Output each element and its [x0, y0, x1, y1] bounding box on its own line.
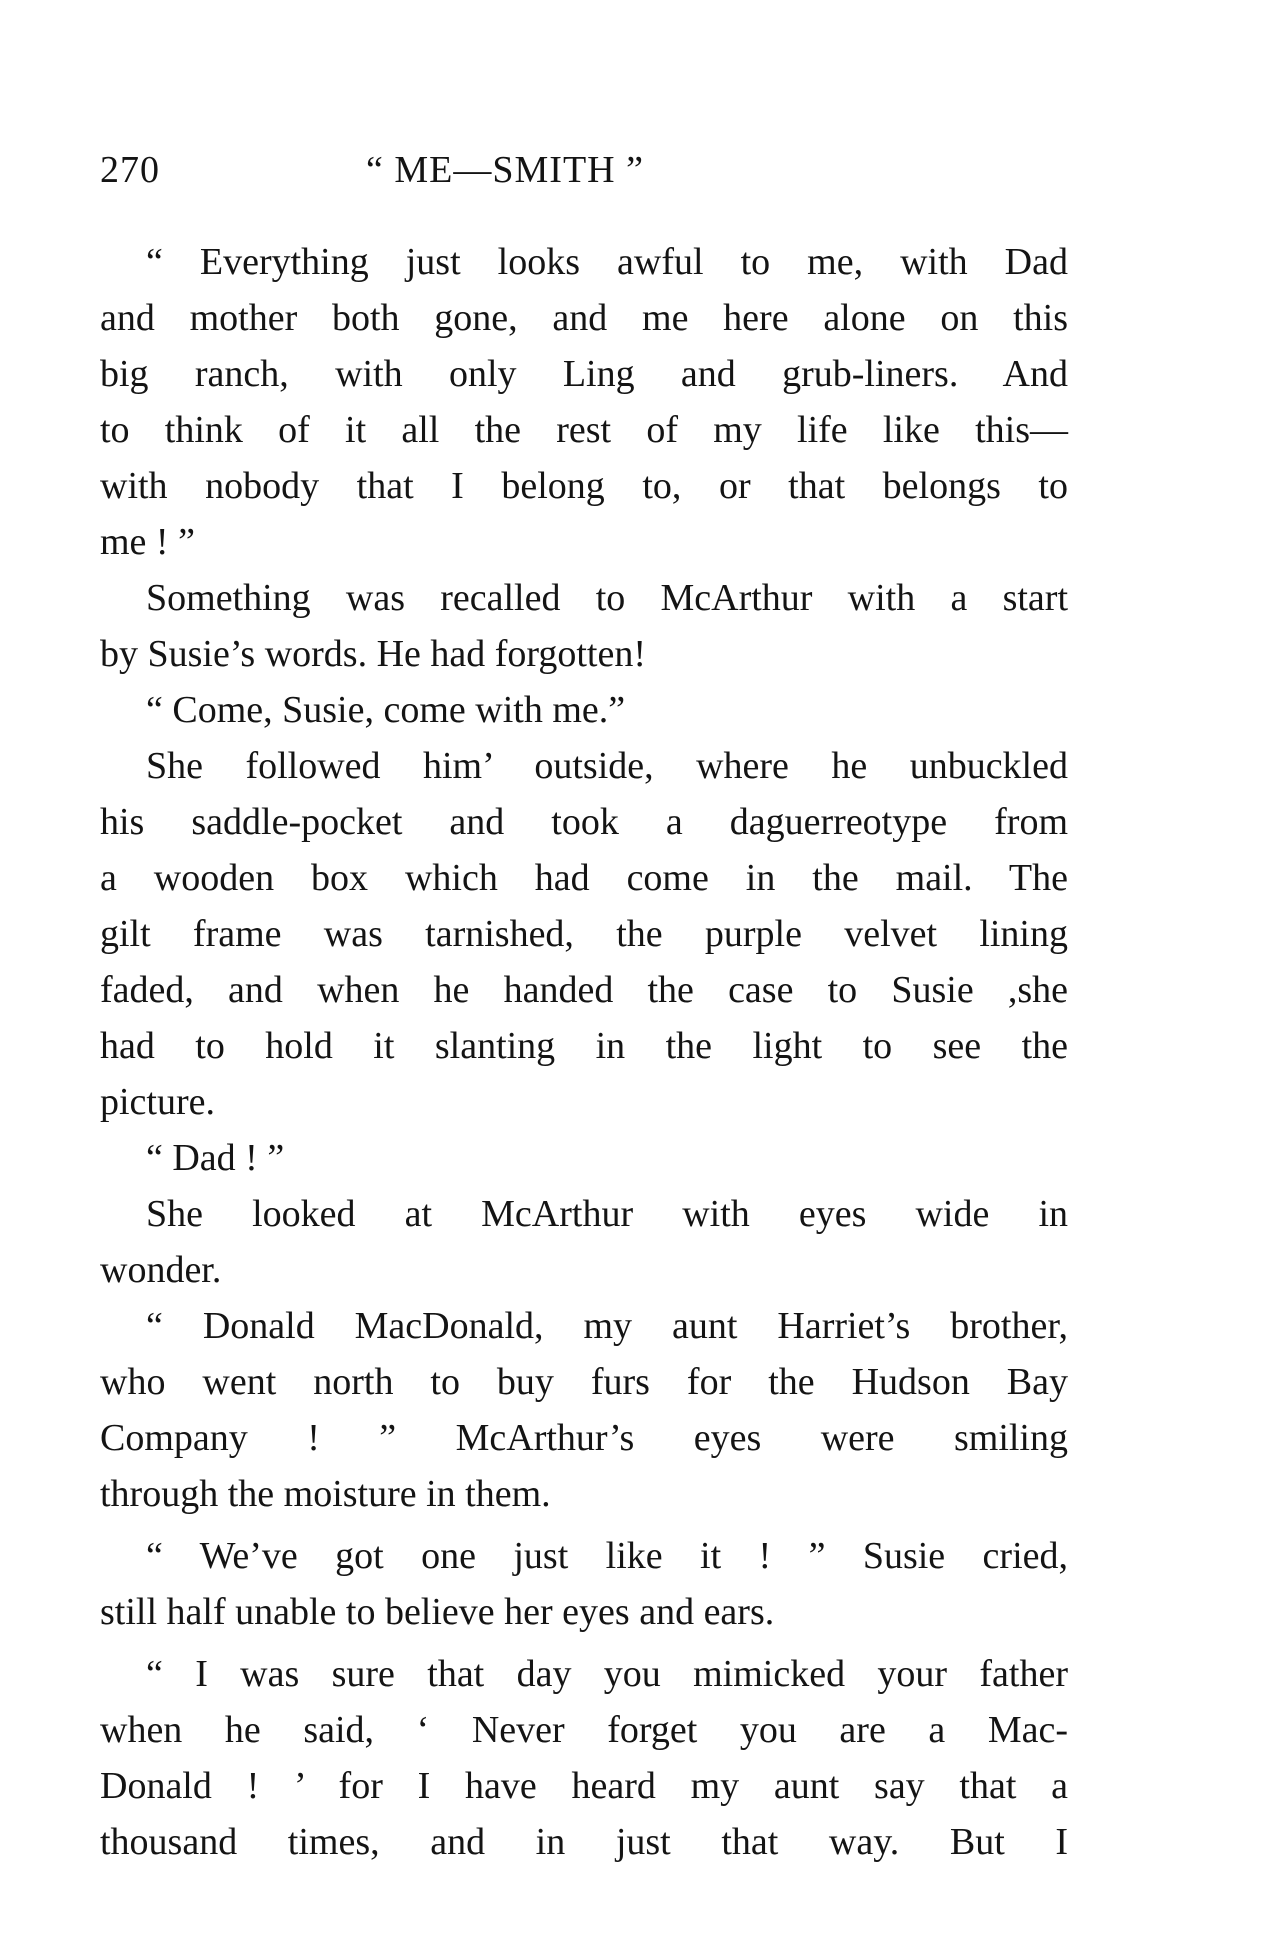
text-line: gilt frame was tarnished, the purple velvet lining — [100, 913, 1068, 955]
text-line: to think of it all the rest of my life like this— — [100, 409, 1068, 451]
text-line: wonder. — [100, 1249, 222, 1291]
text-line: She looked at McArthur with eyes wide in — [146, 1193, 1068, 1235]
running-title: “ ME—SMITH ” — [366, 149, 644, 191]
text-line: a wooden box which had come in the mail. The — [100, 857, 1068, 899]
text-line: Something was recalled to McArthur with a start — [146, 577, 1068, 619]
text-line: big ranch, with only Ling and grub-liners. And — [100, 353, 1068, 395]
text-line: Company ! ” McArthur’s eyes were smiling — [100, 1417, 1068, 1459]
text-line: “ We’ve got one just like it ! ” Susie cried, — [146, 1535, 1068, 1577]
text-line: who went north to buy furs for the Hudson Bay — [100, 1361, 1068, 1403]
text-line: thousand times, and in just that way. But I — [100, 1821, 1068, 1863]
text-line: “ Come, Susie, come with me.” — [146, 689, 626, 731]
text-line: Donald ! ’ for I have heard my aunt say that a — [100, 1765, 1068, 1807]
text-line: She followed him’ outside, where he unbuckled — [146, 745, 1068, 787]
text-line: still half unable to believe her eyes and ears. — [100, 1591, 775, 1633]
text-line: “ Everything just looks awful to me, with Dad — [146, 241, 1068, 283]
text-line: when he said, ‘ Never forget you are a Mac- — [100, 1709, 1068, 1751]
text-line: picture. — [100, 1081, 216, 1123]
text-line: had to hold it slanting in the light to see the — [100, 1025, 1068, 1067]
text-line: through the moisture in them. — [100, 1473, 551, 1515]
running-head — [100, 142, 1068, 198]
text-line: me ! ” — [100, 521, 195, 563]
page-number: 270 — [100, 149, 160, 191]
body-text — [100, 234, 1068, 1870]
text-line: faded, and when he handed the case to Susie ,she — [100, 969, 1068, 1011]
text-line: “ Dad ! ” — [146, 1137, 285, 1179]
text-line: “ Donald MacDonald, my aunt Harriet’s brother, — [146, 1305, 1068, 1347]
text-line: “ I was sure that day you mimicked your father — [146, 1653, 1068, 1695]
text-line: with nobody that I belong to, or that belongs to — [100, 465, 1068, 507]
text-line: his saddle-pocket and took a daguerreotype from — [100, 801, 1068, 843]
text-line: and mother both gone, and me here alone on this — [100, 297, 1068, 339]
text-line: by Susie’s words. He had forgotten! — [100, 633, 647, 675]
book-page — [100, 0, 1068, 1953]
